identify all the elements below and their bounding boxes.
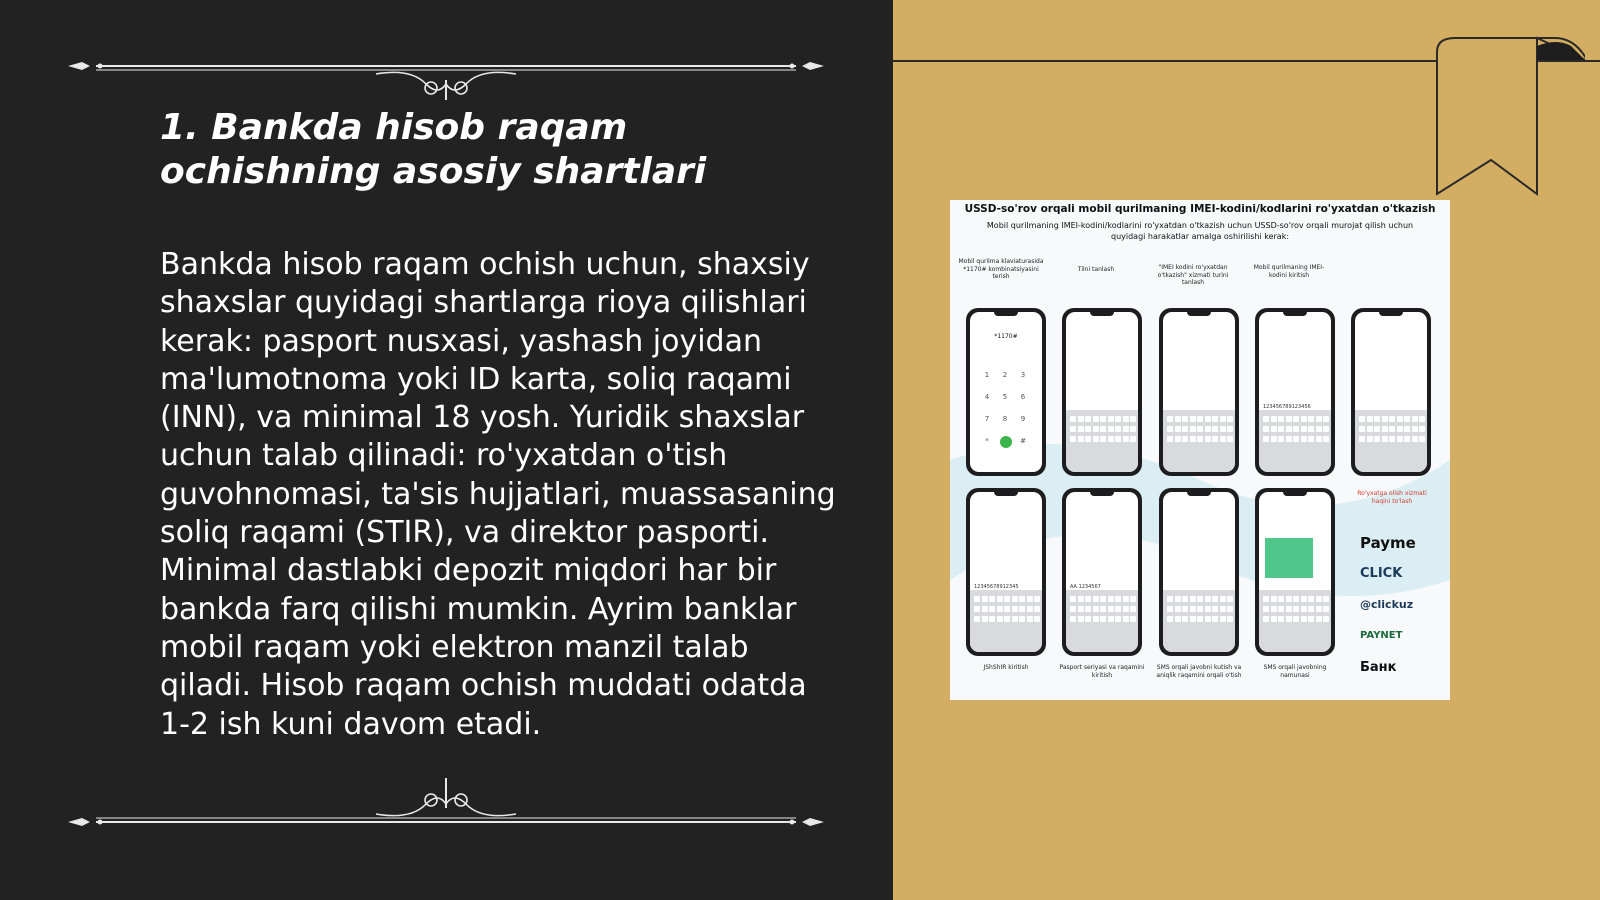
caption-passport: Pasport seriyasi va raqamini kiritish [1059,664,1145,679]
slide-body-text: Bankda hisob raqam ochish uchun, shaxsiy shaxslar quyidagi shartlarga rioya qilishlari kerak: pasport nusxasi, yashash joyidan ma'lumotnoma yoki ID karta, soliq raqami (INN), va minimal 18 yosh. Yuridik shaxslar uchun talab qilinadi: ro'yxatdan o'tish guvohnomasi, ta'sis hujjatlari, muassasaning soliq raqami (STIR), va direktor pasporti. Minimal dastlabki depozit miqdori har bir bankda farq qilishi mumkin. Ayrim banklar mobil raqam yoki elektron manzil talab qiladi. Hisob raqam ochish muddati odatda 1-2 ish kuni davom etadi. [160,247,836,742]
phone-passport-entry [1062,488,1142,656]
step-label-3: "IMEI kodini ro'yxatdan o'tkazish" xizmati turini tanlash [1157,264,1229,286]
paynet-logo: PAYNET [1360,630,1403,641]
phone-jshshir-entry [966,488,1046,656]
clickuz-telegram-logo: @clickuz [1360,598,1414,611]
slide-title: 1. Bankda hisob raqam ochishning asosiy shartlari [160,107,707,192]
phone-imei-entry [1255,308,1335,476]
caption-sms-wait: SMS orqali javobni kutish va aniqlik raqamini orqali o'tish [1156,664,1242,679]
imei-registration-infographic [950,200,1450,700]
infographic-subtitle: Mobil qurilmaning IMEI-kodini/kodlarini ro'yxatdan o'tkazish uchun USSD-so'rov orqali murojat qilish uchun quyidagi harakatlar amalga oshirilishi kerak: [986,221,1414,241]
payment-notice: Ro'yxatga olish xizmati haqini to'lash [1357,490,1427,505]
phone-service-type [1159,308,1239,476]
sms-message-bubble [1265,538,1313,578]
dial-pad: 1 2 34 5 67 8 9* # [984,371,1026,445]
imei-input: 123456789123456 [1263,404,1327,413]
payme-logo: Payme [1360,534,1416,552]
dial-code: *1170# [994,333,1018,340]
step-label-1: Mobil qurilma klaviaturasida *1170# kombinatsiyasini terish [958,258,1044,280]
jshshir-input: 12345678912345 [974,584,1038,593]
phone-sms-sample [1255,488,1335,656]
infographic-title: USSD-so'rov orqali mobil qurilmaning IMEI-kodini/kodlarini ro'yxatdan o'tkazish [964,203,1436,215]
passport-input: AA 1234567 [1070,584,1134,593]
call-button-icon [1000,436,1012,448]
phone-confirm [1351,308,1431,476]
phone-sms-wait [1159,488,1239,656]
top-ornament-divider [66,40,826,100]
bank-logo: Банк [1360,660,1397,675]
step-label-4: Mobil qurilmaning IMEI-kodini kiritish [1253,264,1325,279]
bottom-ornament-divider [66,776,826,836]
phone-dialer [966,308,1046,476]
bookmark-ribbon-icon [1435,36,1585,200]
step-label-2: Tilni tanlash [1077,266,1115,273]
caption-sms-sample: SMS orqali javobning namunasi [1263,664,1327,679]
caption-jshshir: JShShIR kiritish [983,664,1029,671]
click-logo: CLICK [1360,566,1403,581]
phone-language [1062,308,1142,476]
